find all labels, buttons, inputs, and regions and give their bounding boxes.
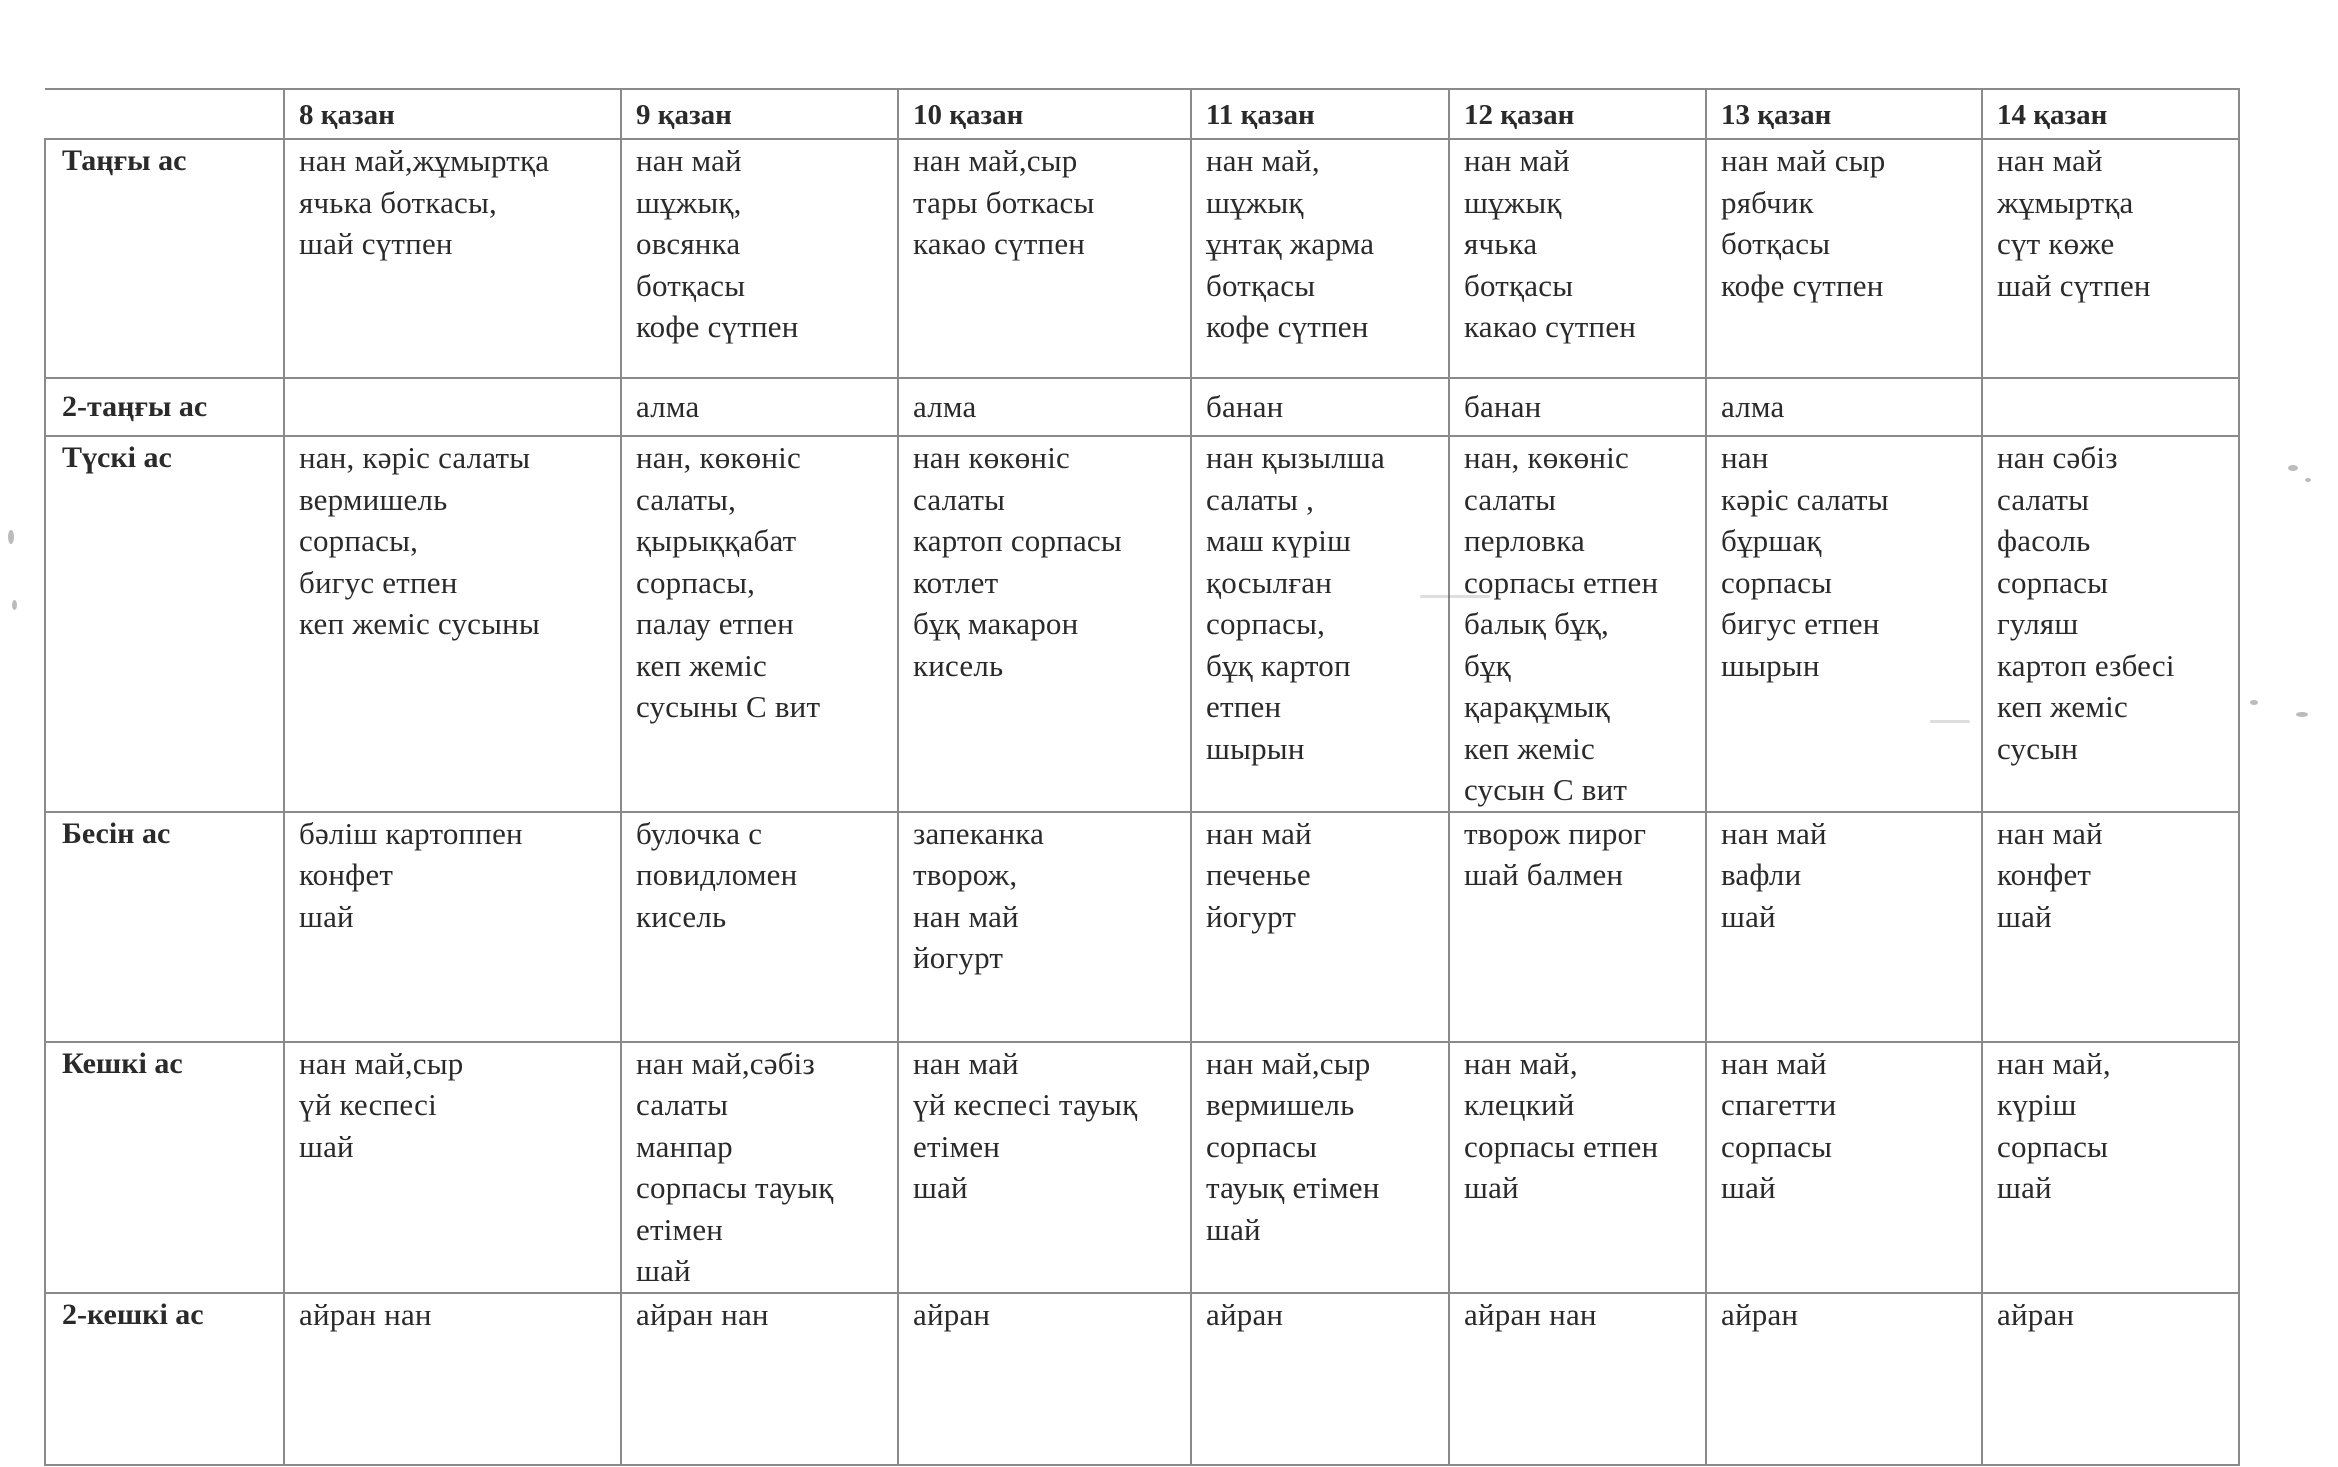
meal-label: 2-таңғы ас — [45, 378, 284, 436]
menu-cell: нан май, күріш сорпасы шай — [1982, 1042, 2239, 1293]
table-row — [45, 1293, 2239, 1465]
corner-cell — [45, 89, 284, 139]
meal-label: Бесін ас — [45, 812, 284, 1042]
day-header: 10 қазан — [898, 89, 1191, 139]
menu-cell: алма — [898, 378, 1191, 436]
menu-cell: нан, көкөніс салаты перловка сорпасы етпен балық бұқ, бұқ қарақұмық кеп жеміс сусын С вит — [1449, 436, 1706, 812]
table-row — [45, 436, 2239, 812]
menu-cell: банан — [1449, 378, 1706, 436]
day-header: 12 қазан — [1449, 89, 1706, 139]
table-row — [45, 139, 2239, 378]
menu-cell: нан май шұжық ячька ботқасы какао сүтпен — [1449, 139, 1706, 378]
menu-cell: нан кәріс салаты бұршақ сорпасы бигус етпен шырын — [1706, 436, 1982, 812]
meal-label: Кешкі ас — [45, 1042, 284, 1293]
day-header: 13 қазан — [1706, 89, 1982, 139]
menu-cell: нан май конфет шай — [1982, 812, 2239, 1042]
menu-cell: нан май, клецкий сорпасы етпен шай — [1449, 1042, 1706, 1293]
menu-cell: нан май,сыр үй кеспесі шай — [284, 1042, 621, 1293]
day-header: 14 қазан — [1982, 89, 2239, 139]
menu-cell: айран нан — [621, 1293, 898, 1465]
menu-cell: запеканка творож, нан май йогурт — [898, 812, 1191, 1042]
menu-cell — [284, 378, 621, 436]
menu-cell: нан қызылша салаты , маш күріш қосылған сорпасы, бұқ картоп етпен шырын — [1191, 436, 1449, 812]
menu-cell: айран нан — [284, 1293, 621, 1465]
menu-cell: нан сәбіз салаты фасоль сорпасы гуляш картоп езбесі кеп жеміс сусын — [1982, 436, 2239, 812]
menu-cell: айран — [1982, 1293, 2239, 1465]
meal-label: Таңғы ас — [45, 139, 284, 378]
menu-cell: нан май,сәбіз салаты манпар сорпасы тауық етімен шай — [621, 1042, 898, 1293]
day-header: 8 қазан — [284, 89, 621, 139]
menu-cell: нан май вафли шай — [1706, 812, 1982, 1042]
menu-cell: нан май,сыр вермишель сорпасы тауық етімен шай — [1191, 1042, 1449, 1293]
table-row — [45, 812, 2239, 1042]
menu-cell — [1982, 378, 2239, 436]
menu-cell: творож пирог шай балмен — [1449, 812, 1706, 1042]
menu-cell: нан май печенье йогурт — [1191, 812, 1449, 1042]
menu-cell: нан май сыр рябчик ботқасы кофе сүтпен — [1706, 139, 1982, 378]
table-row — [45, 1042, 2239, 1293]
menu-cell: алма — [1706, 378, 1982, 436]
day-header: 9 қазан — [621, 89, 898, 139]
weekly-menu-table — [44, 88, 2240, 1466]
menu-cell: нан көкөніс салаты картоп сорпасы котлет бұқ макарон кисель — [898, 436, 1191, 812]
table-row — [45, 378, 2239, 436]
menu-cell: нан, көкөніс салаты, қырыққабат сорпасы, палау етпен кеп жеміс сусыны С вит — [621, 436, 898, 812]
header-row — [45, 89, 2239, 139]
menu-cell: айран — [1191, 1293, 1449, 1465]
menu-cell: нан май,сыр тары боткасы какао сүтпен — [898, 139, 1191, 378]
menu-cell: айран — [898, 1293, 1191, 1465]
menu-cell: нан, кәріс салаты вермишель сорпасы, бигус етпен кеп жеміс сусыны — [284, 436, 621, 812]
menu-cell: банан — [1191, 378, 1449, 436]
menu-cell: булочка с повидломен кисель — [621, 812, 898, 1042]
menu-cell: алма — [621, 378, 898, 436]
day-header: 11 қазан — [1191, 89, 1449, 139]
menu-cell: нан май жұмыртқа сүт көже шай сүтпен — [1982, 139, 2239, 378]
menu-cell: айран — [1706, 1293, 1982, 1465]
meal-label: Түскі ас — [45, 436, 284, 812]
meal-label: 2-кешкі ас — [45, 1293, 284, 1465]
menu-cell: айран нан — [1449, 1293, 1706, 1465]
menu-cell: нан май, шұжық ұнтақ жарма ботқасы кофе сүтпен — [1191, 139, 1449, 378]
menu-cell: нан май,жұмыртқа ячька боткасы, шай сүтпен — [284, 139, 621, 378]
menu-cell: нан май спагетти сорпасы шай — [1706, 1042, 1982, 1293]
menu-cell: нан май шұжық, овсянка ботқасы кофе сүтпен — [621, 139, 898, 378]
menu-cell: бәліш картоппен конфет шай — [284, 812, 621, 1042]
menu-cell: нан май үй кеспесі тауық етімен шай — [898, 1042, 1191, 1293]
